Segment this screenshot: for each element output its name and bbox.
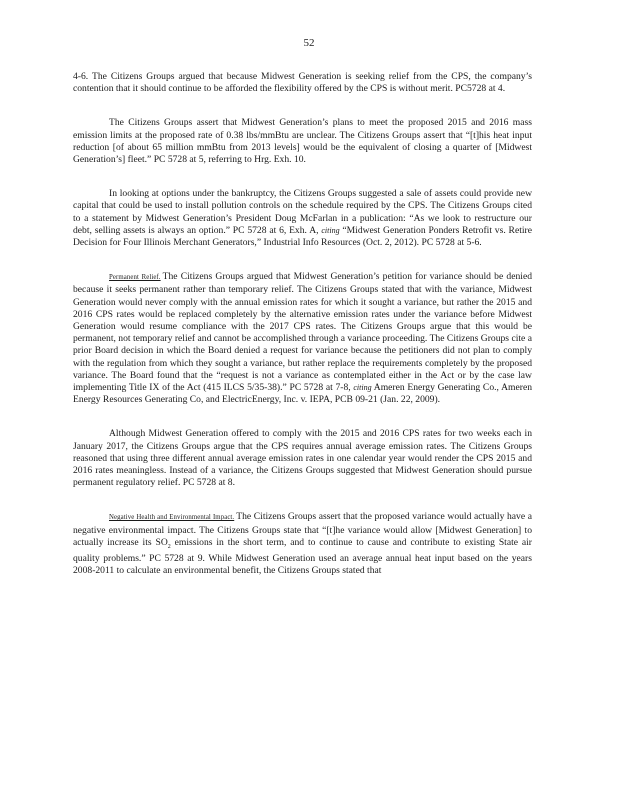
section-heading-negative-impact: Negative Health and Environmental Impact.	[109, 514, 235, 522]
paragraph-citizens-argument-cps: 4-6. The Citizens Groups argued that because Midwest Generation is seeking relief from the CPS, the company’s contention that it should continue to be afforded the flexibility offered by the CPS is without merit. PC5728 at 4.	[73, 71, 532, 95]
paragraph-text: Ameren Energy Generating Co., Ameren Energy Resources Generating Co, and ElectricEnergy, Inc. v. IEPA, PCB 09-21 (Jan. 22, 2009).	[73, 382, 533, 406]
paragraph-two-weeks-compliance: Although Midwest Generation offered to comply with the 2015 and 2016 CPS rates for two weeks each in January 2017, the Citizens Groups argue that the CPS requires annual average emission rates. The Citizens Groups reasoned that using three different annual average emission rates in one calendar year would render the CPS 2015 and 2016 rates meaningless. Instead of a variance, the Citizens Groups suggested that Midwest Generation should pursue permanent regulatory relief. PC 5728 at 8.	[73, 428, 532, 489]
subscript-two: 2	[167, 543, 171, 550]
page-number: 52	[303, 37, 315, 49]
paragraph-text: In looking at options under the bankruptcy, the Citizens Groups suggested a sale of assets could provide new capital that could be used to install pollution controls on the schedule required by the CPS. The Citizens Groups cited to a statement by Midwest Generation’s President Doug McFarlan in a publication: “As we look to restructure our debt, selling assets is always an option.” PC 5728 at 6, Exh. A,	[73, 188, 532, 236]
citing-signal: citing	[353, 383, 372, 393]
document-body	[73, 71, 532, 599]
paragraph-negative-impact	[73, 511, 532, 577]
paragraph-text: The Citizens Groups assert that the proposed variance would actually have a negative environmental impact. The Citizens Groups state that “[t]he variance would allow [Midwest Generation] to actually increase its SO	[73, 511, 532, 548]
paragraph-text: emissions in the short term, and to continue to cause and contribute to existing State air quality problems.” PC 5728 at 9. While Midwest Generation used an average annual heat input based on the years 2008-2011 to calculate an environmental benefit, the Citizens Groups stated that	[73, 536, 532, 577]
paragraph-mass-emission-limits: The Citizens Groups assert that Midwest Generation’s plans to meet the proposed 2015 and 2016 mass emission limits at the proposed rate of 0.38 lbs/mmBtu are unclear. The Citizens Groups assert that “[t]his heat input reduction [of about 65 million mmBtu from 2013 levels] would be the equivalent of closing a quarter of [Midwest Generation’s] fleet.” PC 5728 at 5, referring to Hrg. Exh. 10.	[73, 117, 532, 166]
paragraph-text: The Citizens Groups argued that Midwest Generation’s petition for variance should be denied because it seeks permanent rather than temporary relief. The Citizens Groups stated that with the variance, Midwest Generation would never comply with the annual emission rates for which it sought a variance, but rather the 2015 and 2016 CPS rates would be replaced completely by the alternative emission rates under the variance before Midwest Generation would resume compliance with the 2017 CPS rates. The Citizens Groups argue that this would be permanent, not temporary relief and cannot be accomplished through a variance proceeding. The Citizens Groups cite a prior Board decision in which the Board denied a request for variance because the petitioners did not plan to comply with the regulation from which they sought a variance, but rather replace the requirements completely by the proposed variance. The Board found that the “request is not a variance as contemplated either in the Act or by the case law implementing Title IX of the Act (415 ILCS 5/35-38).” PC 5728 at 7-8,	[73, 271, 532, 394]
section-heading-permanent-relief: Permanent Relief.	[109, 274, 161, 282]
paragraph-permanent-relief	[73, 271, 532, 406]
paragraph-text: “Midwest Generation Ponders Retrofit vs. Retire Decision for Four Illinois Merchant Generators,” Industrial Info Resources (Oct. 2, 2012). PC 5728 at 5-6.	[73, 224, 532, 249]
paragraph-bankruptcy-options	[73, 188, 532, 249]
citing-signal: citing	[321, 225, 340, 235]
